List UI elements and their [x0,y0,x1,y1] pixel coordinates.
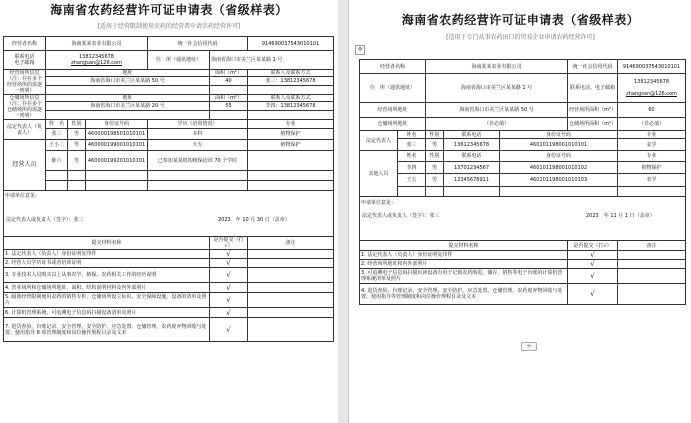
value-credit-code[interactable]: 914690037543010101 [618,60,686,74]
staff-sex[interactable]: 男 [68,151,86,171]
staff-id[interactable]: 460101198001010102 [500,162,618,174]
legal-name[interactable]: 张三 [46,129,68,140]
col-wh-address: 地址 [46,95,210,102]
remark-cell[interactable] [248,293,334,308]
wh-person[interactable]: 李四：13812345678 [248,102,334,111]
store-person[interactable]: 张三：13812345678 [248,77,334,86]
remark-cell[interactable] [248,250,334,259]
label-warehouse-info: 仓储场所信息（注：存在多个仓储场所的需逐一列明） [4,95,46,120]
col-major: 专业 [618,131,686,139]
value-operator-name[interactable]: 海南某某农业有限公司 [426,60,568,74]
checkmark[interactable]: √ [568,260,618,269]
col-submitted: 是否提交（打√） [210,237,248,250]
remark-cell[interactable] [248,268,334,283]
staff-blank[interactable] [68,171,86,181]
checkmark[interactable]: √ [210,283,248,293]
col-remark: 备注 [618,241,686,251]
signature-date: 2023 年 10 月 30 日（盖章） [218,217,290,223]
label-other-staff: 其他人员 [360,151,398,197]
material-item: 4. 进货查验、台账记录、安全管理、安全防护、应急处置、仓储管理、农药废弃物回收与处置、使用指导等管理制度和岗位操作规程目录及文本 [360,284,568,305]
store-area[interactable]: 40 [210,77,248,86]
staff-blank[interactable] [444,187,500,197]
col-store-area: 面积（m²） [210,70,248,77]
col-material-name: 提交材料名称 [4,237,210,250]
material-item: 3. 可追溯电子信息码扫描识读设备有用于记载农药购进、储存、销售等电子台账的计算机管理系统清单及照片 [360,269,568,284]
value-warehouse-area[interactable]: （非必填） [618,118,686,131]
document-page-2 [348,0,691,423]
col-remark: 备注 [248,237,334,250]
applicant-opinion[interactable] [4,191,334,237]
remark-cell[interactable] [618,260,686,269]
col-wh-person: 联系人及联系方式 [248,95,334,102]
material-item: 2. 经营场所地址和内外部照片 [360,260,568,269]
checkmark[interactable]: √ [210,293,248,308]
signature-line: 法定代表人或负责人（签字）：张三 [6,217,84,223]
col-name: 姓 名 [46,120,68,129]
page-subtitle: [适用于专门从事农药出口的贸易企业申请农药经营许可] [446,34,595,41]
value-contact[interactable] [46,51,148,70]
label-store-address: 经营场所地址 [360,103,426,118]
col-sex: 性别 [68,120,86,129]
store-blank[interactable] [248,86,334,95]
staff-phone[interactable]: 12345678911 [444,174,500,187]
material-item: 5. 隔离经营限制使用农药的销售专柜、仓储场所设立标识、安全保障设施、设备的清单及照片 [4,293,210,308]
staff-blank[interactable] [398,187,426,197]
value-contact[interactable] [618,74,686,103]
staff-sex[interactable]: 男 [426,174,444,187]
label-contact: 联系电话、电子邮箱 [568,74,618,103]
staff-major[interactable]: 农学 [618,174,686,187]
staff-name[interactable]: 王五 [398,174,426,187]
label-staff: 经营人员 [4,140,46,191]
staff-sex[interactable]: 男 [68,140,86,151]
remark-cell[interactable] [248,318,334,342]
legal-phone[interactable]: 13612345678 [444,139,500,151]
staff-blank[interactable] [148,181,248,191]
label-contact: 联系电话 电子邮箱 [4,51,46,70]
legal-major[interactable]: 植物保护 [248,129,334,140]
col-sex: 性别 [426,131,444,139]
col-sex: 性别 [426,151,444,162]
label-operator-name: 经营者名称 [4,37,46,51]
label-store-area: 经营场所面积（m²） [568,103,618,118]
legal-sex[interactable]: 男 [426,139,444,151]
label-applicant-opinion: 申请单位意见： [361,200,397,206]
store-blank[interactable] [46,86,210,95]
document-page-1 [0,0,338,423]
staff-blank[interactable] [618,187,686,197]
label-legal-rep: 法定代表人 [360,131,398,151]
col-wh-area: 面积（m²） [210,95,248,102]
material-item: 1. 法定代表人（负责人）身份证明复印件 [360,251,568,260]
value-address[interactable]: 海南省海口市美兰区某某路 1 号 [426,74,568,103]
col-id: 身份证号码 [500,131,618,139]
col-phone: 联系电话 [444,131,500,139]
staff-blank[interactable] [248,171,334,181]
value-phone: 13812345678 [634,79,670,85]
wh-blank[interactable] [210,111,248,120]
staff-blank[interactable] [248,181,334,191]
legal-id[interactable]: 460101198001010101 [500,139,618,151]
page-title: 海南省农药经营许可证申请表（省级样表） [401,13,640,27]
staff-blank[interactable] [46,181,68,191]
add-row-button[interactable]: + [521,342,537,351]
col-phone: 联系电话 [444,151,500,162]
col-name: 姓名 [398,131,426,139]
staff-blank[interactable] [46,171,68,181]
col-store-address: 地址 [46,70,210,77]
signature-date: 2023 年 11 月 1 日（盖章） [586,213,655,219]
checkmark[interactable]: √ [210,268,248,283]
remark-cell[interactable] [618,284,686,305]
staff-name[interactable]: 王小二 [46,140,68,151]
staff-blank[interactable] [68,181,86,191]
store-blank[interactable] [210,86,248,95]
staff-major[interactable] [248,151,334,171]
staff-blank[interactable] [86,171,148,181]
label-operator-name: 经营者名称 [360,60,426,74]
col-store-person: 联系人及联系方式 [248,70,334,77]
label-legal-rep: 法定代表人（负责人） [4,120,46,140]
material-item: 4. 营业场所和仓储场所地址、面积、结构说明材料及内外部照片 [4,283,210,293]
material-item: 7. 进货查验、台账记录、安全管理、安全防护、应急处置、仓储管理、农药废弃物回收与处置、使用指导 8 项管理制度和岗位操作规程目录及文本 [4,318,210,342]
value-operator-name[interactable]: 海南某某农业有限公司 [46,37,148,51]
legal-sex[interactable]: 男 [68,129,86,140]
value-email: zhangsan@126.com [626,91,677,97]
staff-id[interactable]: 460000199001010101 [86,140,148,151]
value-store-address[interactable]: 海南省海口市美兰区某某路 50 号 [426,103,568,118]
label-warehouse-area: 仓储场所面积（m²） [568,118,618,131]
staff-blank[interactable] [86,181,148,191]
staff-id[interactable]: 460000199201010101 [86,151,148,171]
staff-blank[interactable] [148,171,248,181]
value-phone: 13812345678 [79,54,114,60]
col-education: 学历（培训情况） [148,120,248,129]
application-table-1 [3,36,334,342]
staff-name[interactable]: 李四 [398,162,426,174]
col-id: 身份证号码 [86,120,148,129]
staff-name[interactable]: 陈六 [46,151,68,171]
page-subtitle: [适用于经营限制使用农药的经营者申请农药经营许可] [97,23,241,30]
label-store-info: 经营场所信息（注：存在多个经营场所的需逐一列明） [4,70,46,95]
label-credit-code: 统一社会信用代码 [148,37,248,51]
material-item: 1. 法定代表人（负责人）身份证明复印件 [4,250,210,259]
legal-name[interactable]: 张三 [398,139,426,151]
signature-line: 法定代表人或负责人（签字）：张三 [362,213,440,219]
col-name: 姓名 [398,151,426,162]
staff-blank[interactable] [500,187,618,197]
table-move-handle-icon[interactable]: ✥ [355,45,365,55]
staff-major[interactable]: 植物保护 [618,162,686,174]
checkmark[interactable]: √ [568,269,618,284]
checkmark[interactable]: √ [210,318,248,342]
remark-cell[interactable] [618,251,686,260]
label-applicant-opinion: 申请单位意见： [5,193,41,199]
staff-id[interactable]: 460101198001010103 [500,174,618,187]
material-item: 6. 计算机管理系统、可追溯电子信息码扫描设备清单及照片 [4,308,210,318]
checkmark[interactable]: √ [210,259,248,268]
staff-sex[interactable]: 男 [426,162,444,174]
wh-area[interactable]: 55 [210,102,248,111]
applicant-opinion[interactable] [360,197,686,241]
remark-cell[interactable] [248,283,334,293]
label-credit-code: 统一社会信用代码 [568,60,618,74]
legal-education[interactable]: 本科 [148,129,248,140]
checkmark[interactable]: √ [210,250,248,259]
staff-education[interactable]: 大专 [148,140,248,151]
store-address[interactable]: 海南省海口市美兰区某某路 50 号 [46,77,210,86]
col-id: 身份证号码 [500,151,618,162]
col-major: 专业 [618,151,686,162]
value-credit-code[interactable]: 914690037543010101 [248,37,334,51]
application-table-2 [359,59,686,305]
remark-cell[interactable] [618,269,686,284]
value-warehouse-address[interactable]: （非必填） [426,118,568,131]
material-item: 2. 经营人员学历证书或者培训证明 [4,259,210,268]
legal-id[interactable]: 460000198501010101 [86,129,148,140]
checkmark[interactable]: √ [210,308,248,318]
material-item: 3. 专业技术人员购买以上从事农学、植保、农药相关工作的经历说明 [4,268,210,283]
page-title: 海南省农药经营许可证申请表（省级样表） [50,3,288,17]
staff-blank[interactable] [426,187,444,197]
label-address: 住 所（通讯地址） [148,51,210,70]
legal-major[interactable]: 农学 [618,139,686,151]
wh-blank[interactable] [248,111,334,120]
label-warehouse-address: 仓储场所地址 [360,118,426,131]
checkmark[interactable]: √ [568,284,618,305]
wh-address[interactable]: 海南省海口市美兰区某某路 20 号 [46,102,210,111]
col-submitted: 是否提交（打√） [568,241,618,251]
remark-cell[interactable] [248,308,334,318]
value-address[interactable]: 海南省海口市美兰区某某路 1 号 [210,51,334,70]
label-address: 住 所（通讯地址） [360,74,426,103]
staff-education[interactable]: 已参加某某机构植保培训 70 个学时 [148,151,248,171]
staff-phone[interactable]: 13701234567 [444,162,500,174]
staff-major[interactable]: 植物保护 [248,140,334,151]
col-major: 专业 [248,120,334,129]
remark-cell[interactable] [248,259,334,268]
col-material-name: 提交材料名称 [360,241,568,251]
checkmark[interactable]: √ [568,251,618,260]
value-store-area[interactable]: 60 [618,103,686,118]
value-email: zhangsan@126.com [71,60,122,66]
wh-blank[interactable] [46,111,210,120]
